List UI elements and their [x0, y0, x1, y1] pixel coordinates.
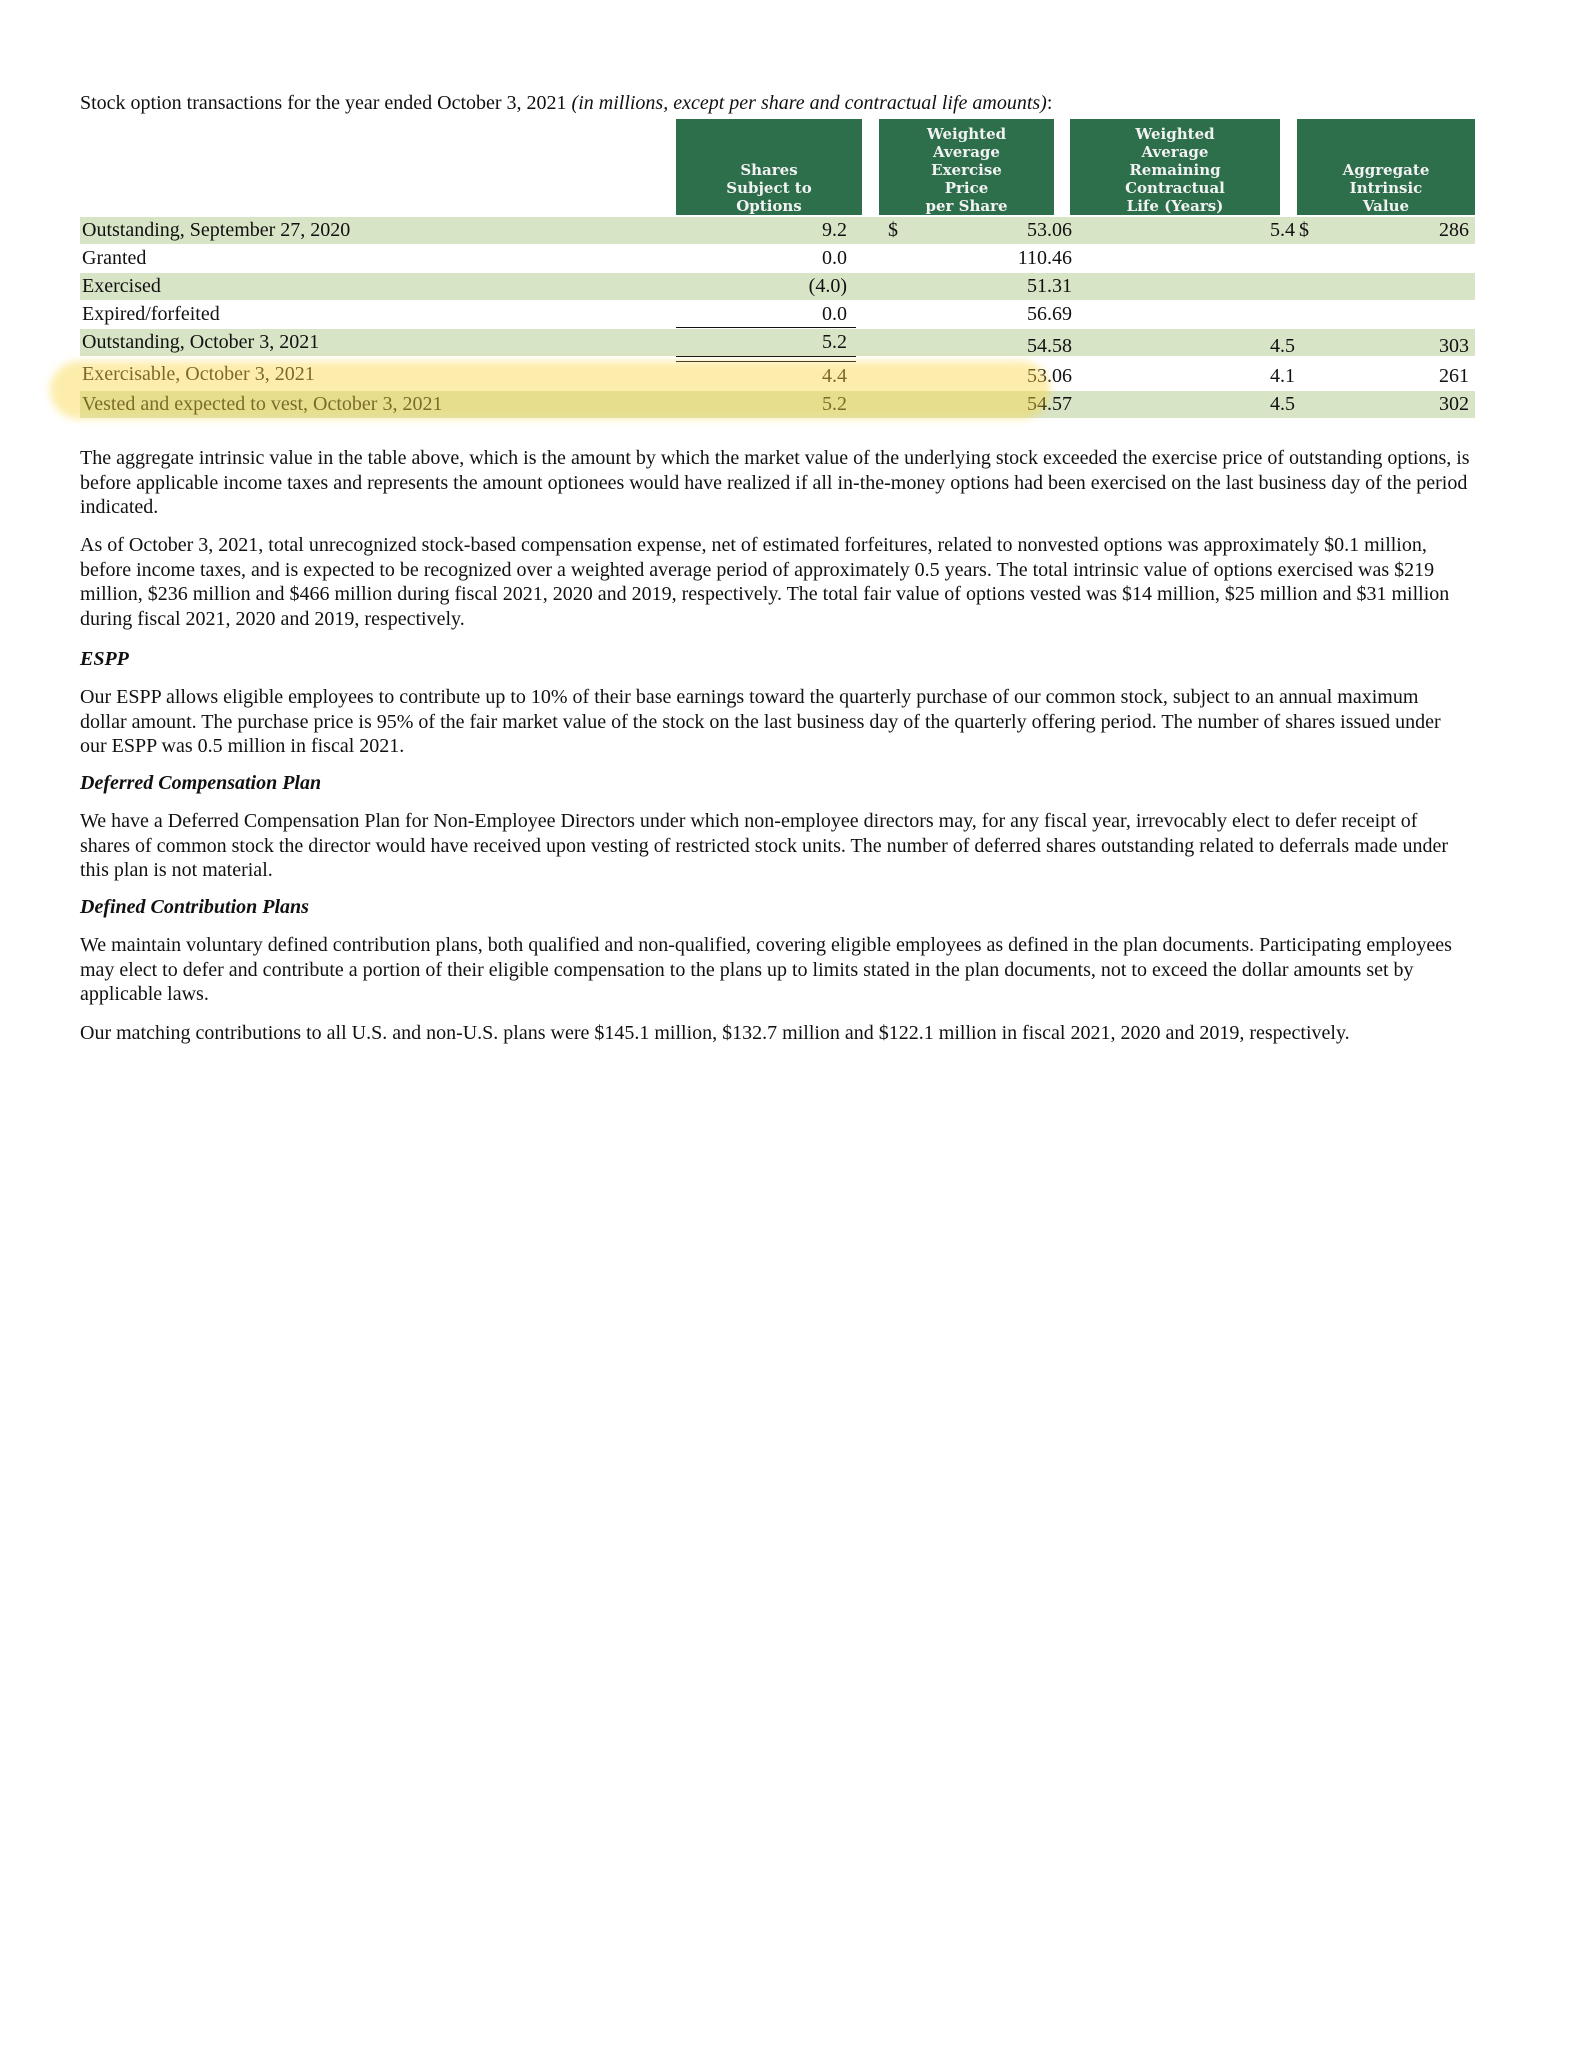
cell-shares: 5.2 — [822, 393, 847, 415]
header-aiv — [1297, 119, 1475, 215]
row-label: Outstanding, September 27, 2020 — [82, 219, 351, 241]
header-aiv-line: Intrinsic — [1349, 179, 1423, 197]
header-life-line: Remaining — [1129, 161, 1221, 179]
cell-price: 54.58 — [1027, 335, 1072, 357]
header-shares-line: Shares — [740, 161, 798, 179]
header-life-line: Weighted — [1135, 125, 1215, 143]
intro-italic: (in millions, except per share and contractual life amounts) — [571, 92, 1047, 114]
unrecognized-paragraph — [80, 533, 1470, 631]
espp-heading: ESPP — [80, 648, 129, 670]
total-rule — [676, 327, 856, 328]
header-price-line: Average — [933, 143, 1000, 161]
header-life-line: Contractual — [1125, 179, 1225, 197]
cell-aiv: 261 — [1439, 365, 1469, 387]
cell-life: 4.1 — [1270, 365, 1295, 387]
cell-life: 4.5 — [1270, 393, 1295, 415]
header-aiv-line: Value — [1362, 197, 1410, 215]
header-life — [1070, 119, 1280, 215]
table-row — [80, 363, 1475, 390]
cell-aiv: 303 — [1439, 335, 1469, 357]
cell-shares: 9.2 — [822, 219, 847, 241]
intro-text: Stock option transactions for the year ended October 3, 2021 — [80, 92, 572, 114]
row-label: Expired/forfeited — [82, 303, 220, 325]
cell-price: 54.57 — [1027, 393, 1072, 415]
cell-dollar: $ — [888, 219, 898, 241]
cell-aiv: 286 — [1439, 219, 1469, 241]
cell-life: 4.5 — [1270, 335, 1295, 357]
defined-contribution-paragraph — [80, 933, 1470, 1007]
header-shares — [676, 119, 862, 215]
total-double-rule — [676, 356, 856, 362]
table-row — [80, 391, 1475, 418]
cell-shares: 0.0 — [822, 303, 847, 325]
aiv-note-paragraph — [80, 446, 1470, 520]
header-shares-line: Options — [736, 197, 802, 215]
matching-paragraph — [80, 1021, 1470, 1046]
cell-dollar: $ — [1299, 219, 1309, 241]
cell-life: 5.4 — [1270, 219, 1295, 241]
header-price — [879, 119, 1054, 215]
cell-price: 53.06 — [1027, 219, 1072, 241]
table-row — [80, 301, 1475, 328]
cell-shares: 0.0 — [822, 247, 847, 269]
table-row — [80, 329, 1475, 356]
header-price-line: Price — [944, 179, 989, 197]
cell-price: 56.69 — [1027, 303, 1072, 325]
paragraph-text: The aggregate intrinsic value in the table above, which is the amount by which the market value of the underlying stock exceeded the exercise price of outstanding options, is before applicable income taxes and represents the amount optionees would have realized if all in-the-money options had been exercised on the last business day of the period indicated. — [80, 447, 1470, 518]
espp-paragraph — [80, 685, 1470, 759]
row-label: Granted — [82, 247, 147, 269]
cell-price: 53.06 — [1027, 365, 1072, 387]
row-label: Exercised — [82, 275, 161, 297]
cell-price: 110.46 — [1017, 247, 1072, 269]
cell-shares: 5.2 — [822, 331, 847, 353]
row-label: Vested and expected to vest, October 3, 2021 — [82, 393, 443, 415]
paragraph-text: We have a Deferred Compensation Plan for Non-Employee Directors under which non-employee directors may, for any fiscal year, irrevocably elect to defer receipt of shares of common stock the director would have received upon vesting of restricted stock units. The number of deferred shares outstanding related to deferrals made under this plan is not material. — [80, 810, 1449, 881]
row-label: Exercisable, October 3, 2021 — [82, 363, 315, 385]
deferred-comp-heading: Deferred Compensation Plan — [80, 772, 322, 794]
table-row — [80, 245, 1475, 272]
header-price-line: Weighted — [926, 125, 1007, 143]
paragraph-text: Our matching contributions to all U.S. and non-U.S. plans were $145.1 million, $132.7 million and $122.1 million in fiscal 2021, 2020 and 2019, respectively. — [80, 1022, 1350, 1044]
intro-colon: : — [1046, 92, 1053, 114]
cell-shares: (4.0) — [808, 275, 847, 297]
paragraph-text: Our ESPP allows eligible employees to contribute up to 10% of their base earnings toward the quarterly purchase of our common stock, subject to an annual maximum dollar amount. The purchase price is 95% of the fair market value of the stock on the last business day of the quarterly offering period. The number of shares issued under our ESPP was 0.5 million in fiscal 2021. — [80, 686, 1441, 757]
cell-aiv: 302 — [1439, 393, 1469, 415]
cell-shares: 4.4 — [822, 365, 847, 387]
header-shares-line: Subject to — [726, 179, 812, 197]
header-price-line: Exercise — [931, 161, 1002, 179]
header-life-line: Average — [1141, 143, 1209, 161]
header-price-line: per Share — [925, 197, 1008, 215]
row-label: Outstanding, October 3, 2021 — [82, 331, 320, 353]
paragraph-text: As of October 3, 2021, total unrecognized stock-based compensation expense, net of estimated forfeitures, related to nonvested options was approximately $0.1 million, before income taxes, and is expected to be recognized over a weighted average period of approximately 0.5 years. The total intrinsic value of options exercised was $219 million, $236 million and $466 million during fiscal 2021, 2020 and 2019, respectively. The total fair value of options vested was $14 million, $25 million and $31 million during fiscal 2021, 2020 and 2019, respectively. — [80, 534, 1450, 630]
header-aiv-line: Aggregate — [1342, 161, 1430, 179]
deferred-comp-paragraph — [80, 809, 1470, 883]
paragraph-text: We maintain voluntary defined contribution plans, both qualified and non-qualified, covering eligible employees as defined in the plan documents. Participating employees may elect to defer and contribute a portion of their eligible compensation to the plans up to limits stated in the plan documents, not to exceed the dollar amounts set by applicable laws. — [80, 934, 1452, 1005]
header-life-line: Life (Years) — [1126, 197, 1224, 215]
cell-price: 51.31 — [1027, 275, 1072, 297]
table-intro — [80, 90, 1052, 116]
table-row — [80, 273, 1475, 300]
table-row — [80, 217, 1475, 244]
defined-contribution-heading: Defined Contribution Plans — [80, 896, 309, 918]
